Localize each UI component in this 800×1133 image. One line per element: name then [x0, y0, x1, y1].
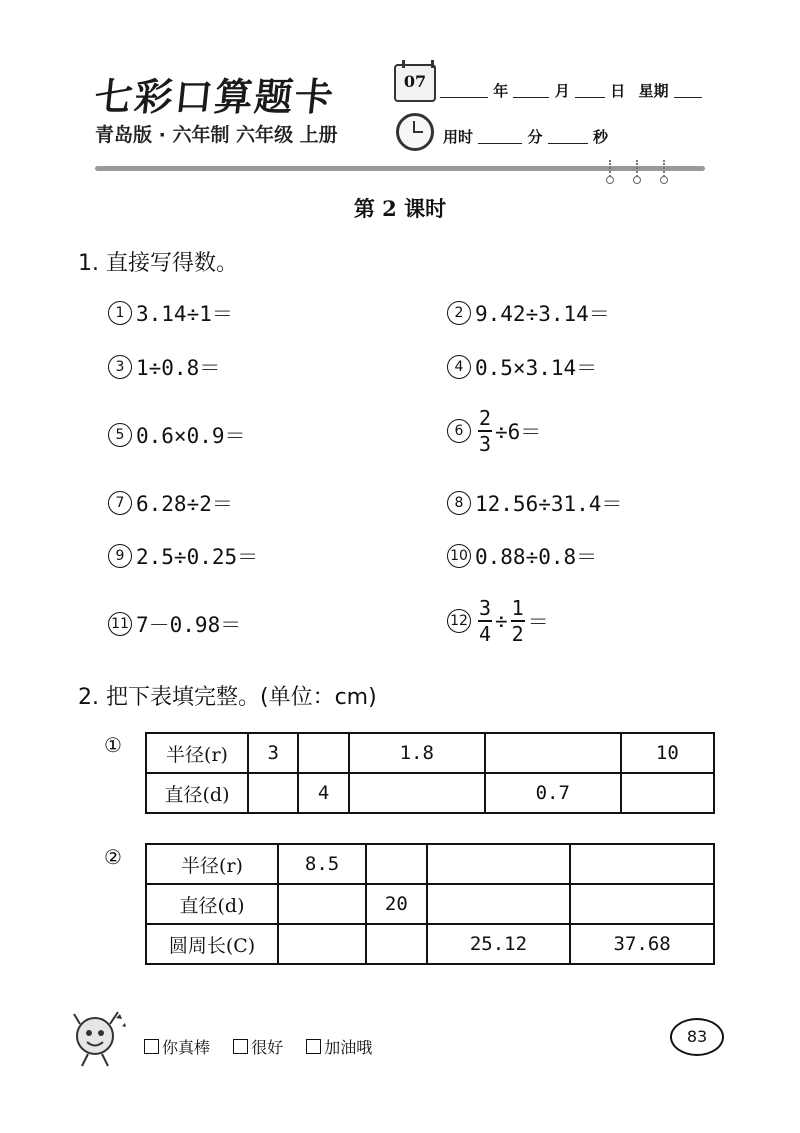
section1-title: 1. 直接写得数。	[78, 251, 238, 276]
operator: ÷	[495, 609, 508, 633]
calendar-icon	[394, 64, 436, 102]
problem-expression: 12.56÷31.4＝	[475, 492, 623, 516]
time-line	[443, 126, 608, 147]
checkbox-good[interactable]	[233, 1039, 248, 1054]
table-row	[146, 733, 714, 773]
table-cell: 8.5	[278, 844, 366, 884]
fraction-denominator: 4	[478, 622, 492, 646]
brand-title: 七彩口算题卡	[92, 74, 338, 119]
checkbox-keep-going-label: 加油哦	[324, 1038, 373, 1057]
table-cell	[621, 773, 714, 813]
fraction-denominator: 3	[478, 432, 492, 456]
binder-ring-icon	[663, 160, 669, 180]
problem-item	[108, 609, 241, 639]
radius-diameter-table-1	[145, 732, 715, 814]
problem-expression: 0.88÷0.8＝	[475, 545, 598, 569]
problem-expression: 7－0.98＝	[136, 613, 242, 637]
table-cell	[278, 924, 366, 964]
fraction-numerator: 3	[478, 596, 492, 620]
table-cell: 直径(d)	[146, 773, 248, 813]
problem-number: 12	[447, 609, 471, 633]
table-cell	[485, 733, 621, 773]
table-cell: 半径(r)	[146, 733, 248, 773]
table-cell	[248, 773, 298, 813]
date-year-label: 年	[493, 82, 509, 100]
fraction-numerator: 1	[511, 596, 524, 620]
table-cell: 0.7	[485, 773, 621, 813]
problem-expression: 1÷0.8＝	[136, 356, 221, 380]
table-cell: 25.12	[427, 924, 571, 964]
lesson-title: 第 2 课时	[353, 196, 447, 221]
problem-item	[447, 541, 597, 571]
checkbox-good-label: 很好	[251, 1038, 284, 1057]
problem-expression: ÷6＝	[495, 420, 542, 444]
table-cell: 圆周长(C)	[146, 924, 278, 964]
problem-number: 11	[108, 612, 132, 636]
problem-number: 2	[447, 301, 471, 325]
date-weekday-label: 星期	[638, 82, 669, 100]
clock-icon	[396, 113, 434, 151]
problem-expression: 3.14÷1＝	[136, 302, 233, 326]
problem-number: 8	[447, 491, 471, 515]
problem-item	[447, 352, 597, 382]
problem-number: 10	[447, 544, 471, 568]
problem-expression: 9.42÷3.14＝	[475, 302, 610, 326]
fraction	[478, 597, 492, 645]
table-row	[146, 773, 714, 813]
radius-diameter-table-2	[145, 843, 715, 965]
date-day-label: 日	[610, 82, 626, 100]
problem-item	[108, 298, 233, 328]
table1-label: ①	[104, 733, 122, 757]
table-cell	[349, 773, 485, 813]
table-cell: 4	[298, 773, 348, 813]
date-line	[440, 80, 702, 101]
table-cell: 直径(d)	[146, 884, 278, 924]
problem-expression: 6.28÷2＝	[136, 492, 233, 516]
time-min-label: 分	[527, 128, 543, 146]
problem-item	[447, 597, 549, 645]
calendar-day: 07	[403, 72, 427, 91]
time-sec-label: 秒	[592, 128, 608, 146]
problem-number: 6	[447, 419, 471, 443]
checkbox-great-label: 你真棒	[162, 1038, 211, 1057]
table-cell: 半径(r)	[146, 844, 278, 884]
section2-title: 2. 把下表填完整。(单位：cm)	[78, 685, 377, 710]
problem-number: 1	[108, 301, 132, 325]
problem-item	[447, 407, 541, 455]
table-cell	[570, 844, 714, 884]
table-cell	[427, 844, 571, 884]
equals-sign: ＝	[527, 610, 549, 634]
fraction	[511, 597, 525, 645]
problem-item	[108, 352, 220, 382]
table-cell: 20	[366, 884, 426, 924]
problem-expression: 0.5×3.14＝	[475, 356, 598, 380]
table-cell	[570, 884, 714, 924]
fraction	[478, 407, 492, 455]
time-used-label: 用时	[443, 128, 474, 146]
problem-expression: 0.6×0.9＝	[136, 424, 246, 448]
table-cell: 37.68	[570, 924, 714, 964]
table-cell: 3	[248, 733, 298, 773]
table-cell	[427, 884, 571, 924]
problem-number: 4	[447, 355, 471, 379]
binder-ring-icon	[636, 160, 642, 180]
table-row	[146, 844, 714, 884]
problem-number: 5	[108, 423, 132, 447]
problem-item	[108, 420, 246, 450]
checkbox-great[interactable]	[144, 1039, 159, 1054]
problem-expression: 2.5÷0.25＝	[136, 545, 259, 569]
table-cell	[278, 884, 366, 924]
table2-label: ②	[104, 845, 122, 869]
rating-checkboxes	[144, 1035, 372, 1058]
mascot-icon	[68, 1006, 128, 1068]
problem-item	[108, 541, 258, 571]
page-number: 83	[670, 1018, 724, 1056]
table-cell: 1.8	[349, 733, 485, 773]
fraction-numerator: 2	[478, 406, 492, 430]
problem-item	[447, 298, 610, 328]
fraction-denominator: 2	[511, 622, 524, 646]
problem-item	[108, 488, 233, 518]
edition-label: 青岛版 · 六年制 六年级 上册	[95, 124, 338, 146]
table-cell	[366, 924, 426, 964]
table-row	[146, 884, 714, 924]
problem-number: 3	[108, 355, 132, 379]
table-cell	[298, 733, 348, 773]
table-row	[146, 924, 714, 964]
problem-number: 7	[108, 491, 132, 515]
table-cell: 10	[621, 733, 714, 773]
problem-item	[447, 488, 622, 518]
table-cell	[366, 844, 426, 884]
checkbox-keep-going[interactable]	[306, 1039, 321, 1054]
problem-number: 9	[108, 544, 132, 568]
date-month-label: 月	[554, 82, 570, 100]
binder-ring-icon	[609, 160, 615, 180]
